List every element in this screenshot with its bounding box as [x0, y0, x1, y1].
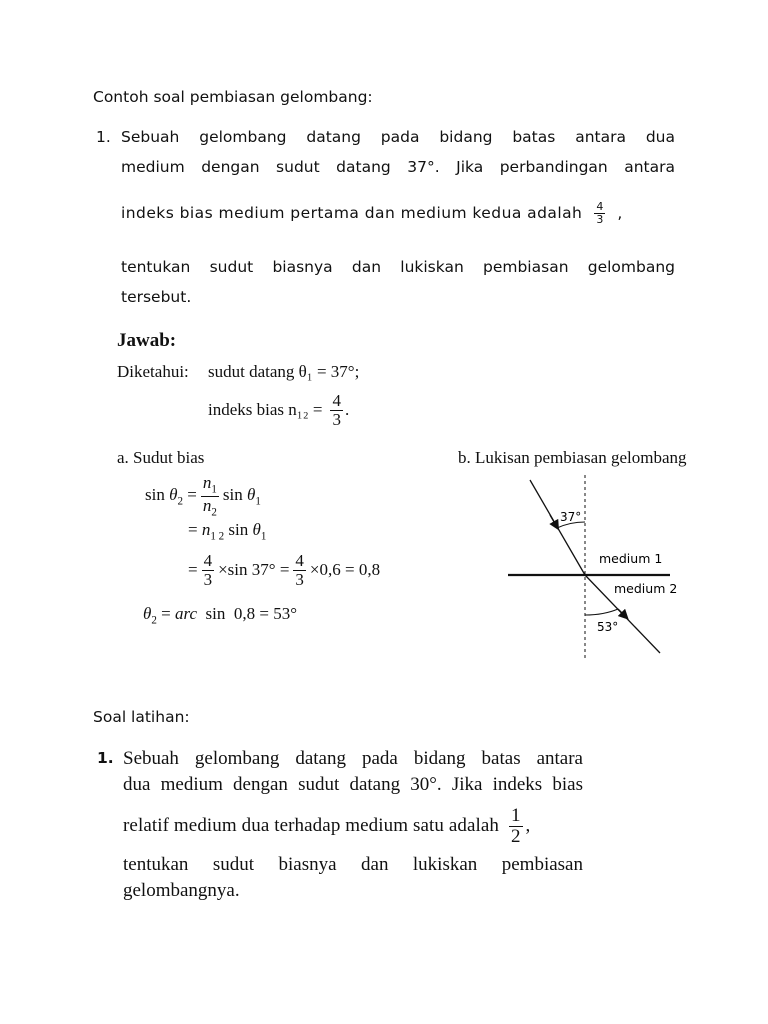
- known-index-numerator: 4: [332, 391, 341, 410]
- exercise-heading: Soal latihan:: [93, 708, 190, 726]
- exercise-line-2: dua medium dengan sudut datang 30°. Jika indeks bias: [123, 774, 583, 795]
- known-index-label: indeks bias n₁₂ =: [208, 400, 323, 420]
- part-b-heading: b. Lukisan pembiasan gelombang: [458, 448, 687, 467]
- example-line-5: tersebut.: [121, 288, 192, 306]
- example-ratio-numerator: 4: [596, 200, 604, 213]
- equation-1: $\sin \theta_2$ = $\frac{n_1}{n_2}$ $\sin \theta_1$: [145, 473, 261, 519]
- known-incident-angle: sudut datang θ₁ = 37°;: [208, 362, 360, 381]
- incident-arrow-icon: [550, 515, 557, 527]
- exercise-ratio-fraction: [509, 806, 523, 847]
- example-heading: Contoh soal pembiasan gelombang:: [93, 88, 373, 106]
- exercise-number: 1.: [97, 749, 114, 767]
- example-line-1: Sebuah gelombang datang pada bidang batas antara dua: [121, 128, 675, 146]
- example-number: 1.: [96, 128, 111, 146]
- example-line-3-tail: ,: [617, 204, 623, 223]
- refracted-arrow-icon: [618, 609, 626, 617]
- example-ratio-denominator: 3: [596, 212, 604, 226]
- example-line-3-row: [121, 201, 681, 225]
- example-line-2: medium dengan sudut datang 37°. Jika perbandingan antara: [121, 158, 675, 176]
- exercise-line-3-tail: ,: [525, 815, 531, 837]
- equation-3: = $\frac{4}{3}$ ×sin 37° = $\frac{4}{3}$ ×0,6 = 0,8: [188, 551, 381, 589]
- exercise-line-3: relatif medium dua terhadap medium satu adalah: [123, 815, 500, 837]
- answer-title: Jawab:: [117, 330, 177, 351]
- refraction-diagram: [500, 470, 700, 665]
- exercise-ratio-denominator: 2: [511, 825, 521, 847]
- exercise-line-4: tentukan sudut biasnya dan lukiskan pembiasan: [123, 854, 583, 875]
- medium-1-label: medium 1: [599, 551, 663, 566]
- exercise-ratio-numerator: 1: [511, 805, 521, 826]
- example-line-3: indeks bias medium pertama dan medium kedua adalah: [121, 204, 583, 223]
- incident-angle-label: 37°: [560, 510, 582, 524]
- known-index-row: indeks bias n₁₂ = $\frac{4}{3}$ .: [208, 391, 350, 429]
- equation-2: = $n_{1 2}$ $\sin \theta_1$: [188, 520, 267, 543]
- exercise-line-5: gelombangnya.: [123, 880, 240, 901]
- known-index-fraction: [330, 392, 343, 429]
- example-ratio-fraction: [594, 201, 605, 225]
- known-label: Diketahui:: [117, 362, 189, 381]
- exercise-line-3-row: [123, 806, 589, 847]
- exercise-line-1: Sebuah gelombang datang pada bidang batas antara: [123, 748, 583, 769]
- medium-2-label: medium 2: [614, 581, 678, 596]
- part-a-heading: a. Sudut bias: [117, 448, 205, 467]
- example-line-4: tentukan sudut biasnya dan lukiskan pembiasan gelombang: [121, 258, 675, 276]
- refracted-angle-arc: [585, 609, 618, 615]
- known-index-denominator: 3: [332, 409, 341, 429]
- refracted-angle-label: 53°: [597, 620, 619, 634]
- equation-4: $\theta_2$ = arc sin 0,8 = 53°: [143, 604, 297, 627]
